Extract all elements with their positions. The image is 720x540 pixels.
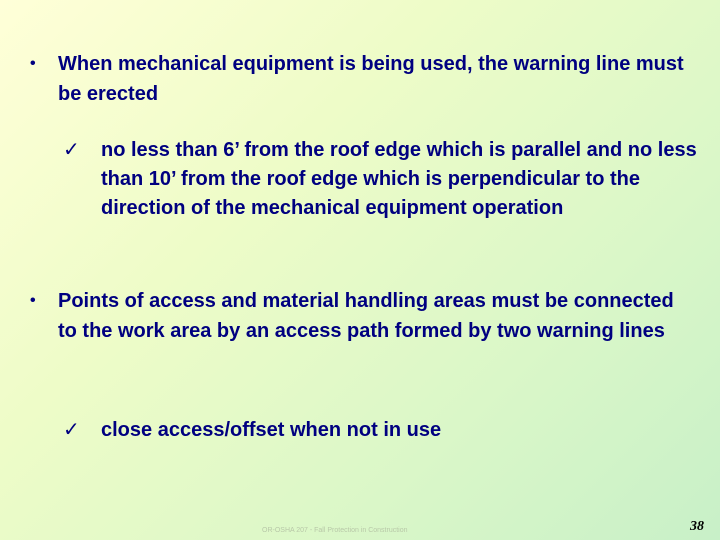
- checkmark-icon: ✓: [63, 139, 80, 161]
- bullet-text: When mechanical equipment is being used, the warning line must be erected: [58, 53, 684, 105]
- slide-footer: OR-OSHA 207 - Fall Protection in Construction: [262, 527, 408, 534]
- bullet-marker: •: [30, 292, 36, 309]
- checkmark-icon: ✓: [63, 419, 80, 441]
- sub-bullet-text: close access/offset when not in use: [101, 419, 442, 441]
- sub-bullet-text: no less than 6’ from the roof edge which is parallel and no less than 10’ from the roof edge which is perpendicular to the direction of the mechanical equipment operation: [101, 139, 697, 219]
- bullet-marker: •: [30, 55, 36, 72]
- bullet-text: Points of access and material handling areas must be connected to the work area by an access path formed by two warning lines: [58, 290, 674, 342]
- page-number: 38: [690, 519, 704, 534]
